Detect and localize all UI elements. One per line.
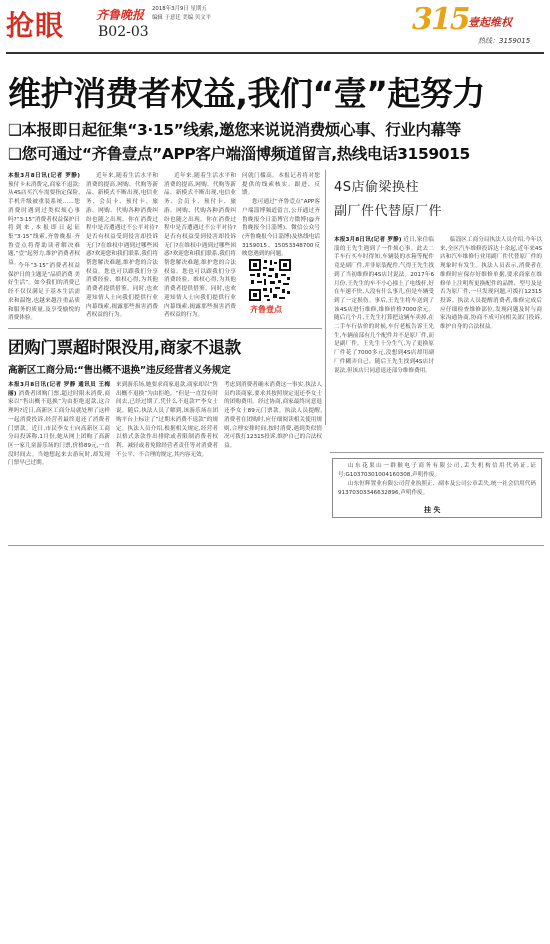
story-4s-dateline: 本报3月8日讯(记者 罗静) xyxy=(334,237,402,243)
logo-number: 315 xyxy=(412,2,469,37)
main-headline: 维护消费者权益,我们“壹”起努力 xyxy=(8,74,485,113)
notice-top-rule xyxy=(330,452,544,453)
ticket-col-2 xyxy=(116,381,218,541)
ticket-paragraph-3: 考虑到消费者确未消费这一事实,执法人员约谈商家,要求其按照规定退还李女士的团购费用。经过协商,商家最终同意退还李女士89元门票款。执法人员提醒,消费者在团购时,应仔细阅读相关使用规则,合理安排时间,按时消费,遇到类似情况可拨打12315投诉,维护自己的合法权益。 xyxy=(224,382,322,449)
intro-paragraph-4: 近年来,随着生活水平和消费的提高,网购、代购等新品、新模式不断出现,电信业务、会员卡、预付卡、旅游、网购、代购各种消费纠纷也随之出现。你在消费过程中是否遭遇过不公平对待?是否有权益受到侵害却投诉无门?在维权中遇到过哪些困惑?欢迎您和我们联系,我们将帮您解决难题,维护您的合法权益。您也可以跟我们分享消费经验、维权心得,为其他消费者提供借鉴。同时,也欢迎知情人士向我们提供行业内幕线索,揭露那些损害消费者权益的行为。 xyxy=(164,173,236,319)
ticket-paragraph-2: 来到游乐场,她要求商家退款,商家却以“售出概不退换”为由拒绝。“但是一直没有时间去,已经过期了,凭什么不退款?”李女士说。随后,执法人员了解到,该游乐场在团购平台上标注了“过期未消费不退款”的规定。执法人员介绍,根据相关规定,经营者以格式条款作出排除或者限制消费者权利、减轻或者免除经营者责任等对消费者不公平、不合理的规定,其内容无效。 xyxy=(116,382,218,458)
page-code: B02-03 xyxy=(98,24,149,40)
ticket-col-3 xyxy=(224,381,322,541)
intro-paragraph-1: 预付卡未消费完,商家不退款;从4S店买汽车需要指定保险,手机升级被重装系统……您消费时遇到过类似烦心事吗?“3·15”消费者权益保护日将到来,本报即日起征集“3·15”线索,齐鲁晚报·齐鲁壹点将帮助读者解决难题,“壹”起努力,维护消费者权益。 xyxy=(8,181,80,267)
page-bottom-rule xyxy=(8,545,544,546)
intro-paragraph-5: 问就门槛高。本报记者将对您提供的线索核实、跟进、反馈。 xyxy=(242,173,320,197)
deck-line-1: ❑本报即日起征集“3·15”线索,邀您来说说消费烦心事、行业内幕等 xyxy=(8,121,461,139)
intro-col-3 xyxy=(164,172,236,327)
intro-col-1b xyxy=(8,262,80,332)
logo-text: 壹起维权 xyxy=(468,16,512,29)
story-4s-col-1 xyxy=(334,236,434,441)
qr-code-icon xyxy=(248,258,292,302)
intro-col-4 xyxy=(242,172,320,262)
story-4s-title-1: 4S店偷梁换柱 xyxy=(334,180,420,195)
story-4s-title-2: 副厂件代替原厂件 xyxy=(334,204,443,219)
story-4s-paragraph-1: 近日,家住临淄的王先生遇到了一件烦心事。此去二手车行买车时得知,车辆装的水箱等配件竟是副厂件,并非原装配件,气得王先生找到了当初维修的4S店讨说法。2017年6月份,王先生的车不小心撞上了电线杆,好在车速不快,人没有什么事儿,但是车辆受到了一定损伤。事后,王先生将车送到了该4S店进行维修,维修价格7000余元。随后几个月,王先生打算把这辆车卖掉,在二手车行估价的时候,车行老板告诉王先生,车辆前部有几个配件并不是原厂件,而是副厂件。王先生十分生气,为了更换原厂件花了7000多元,没想到4S店却用副厂件糊弄自己。随后王先生找到4S店讨说法,但该店只同意退还部分维修费用。 xyxy=(334,237,434,374)
intro-paragraph-6: 您可通过“齐鲁壹点”APP客户端淄博频道留言,公开通过齐鲁晚报今日淄博官方微博(@齐鲁晚报今日淄博)、微信公众号(齐鲁晚报今日淄博)及热线电话3159015、15053348700反映您遇到的问题。 xyxy=(242,199,320,258)
brand-name: 齐鲁晚报 xyxy=(96,8,145,22)
header-rule xyxy=(6,52,544,54)
intro-dateline: 本报3月8日讯(记者 罗静) xyxy=(8,173,80,179)
ticket-headline: 团购门票超时限没用,商家不退款 xyxy=(8,338,241,357)
deck-line-2: ❑您可通过“齐鲁壹点”APP客户端淄博频道留言,热线电话3159015 xyxy=(8,145,470,163)
section-title: 抢眼 xyxy=(6,9,65,42)
hotline: 热线：3159015 xyxy=(478,37,531,45)
logo-315 xyxy=(412,2,546,50)
notice-2: 山东恒辉置业有限公司营业执照正、副本及公司公章丢失,统一社会信用代码91370303346632896,声明作废。 xyxy=(338,481,536,496)
notice-1: 山东花果山一群猴电子商务有限公司,丢失机构信用代码证,证号:G10370301004160308,声明作废。 xyxy=(338,463,536,478)
intro-paragraph-3: 近年来,随着生活水平和消费的提高,网购、代购等新品、新模式不断出现,电信业务、会员卡、预付卡、旅游、网购、代购各种消费纠纷也随之出现。你在消费过程中是否遭遇过不公平对待?是否有权益受到侵害却投诉无门?在维权中遇到过哪些困惑?欢迎您和我们联系,我们将帮您解决难题,维护您的合法权益。您也可以跟我们分享消费经验、维权心得,为其他消费者提供借鉴。同时,也欢迎知情人士向我们提供行业内幕线索,揭露那些损害消费者权益的行为。 xyxy=(86,173,158,319)
ticket-subheadline: 高新区工商分局:“售出概不退换”违反经营者义务规定 xyxy=(8,365,231,376)
ticket-dateline: 本报3月8日讯(记者 罗静 通讯员 王梅丽) xyxy=(8,382,110,397)
column-divider xyxy=(325,170,326,425)
date-line: 2018年3月9日 星期五 xyxy=(152,6,207,12)
intro-col-2 xyxy=(86,172,158,327)
story-4s-col-2 xyxy=(440,236,542,441)
ticket-col-1 xyxy=(8,381,110,541)
qr-label: 齐鲁壹点 xyxy=(250,305,282,314)
ticket-paragraph-1: 消费者团购门票,超过时限未消费,商家以“售出概不退换”为由拒绝退款,这合理吗?近日,高新区工商分局就处理了这样一起消费投诉,经营者最终退还了消费者门票款。近日,市民李女士向高新区工商分局投诉称,1月份,她从网上团购了高新区一家儿童游乐场的门票,价格89元,一直没时间去。当她想起来去游玩时,却发现门票早已过期。 xyxy=(8,390,110,467)
story-4s-paragraph-2: 临淄区工商分局执法人员介绍,今年以来,全区汽车维修投诉达十余起,近年来4S店和汽车维修行业用副厂件代替原厂件的现象时有发生。执法人员表示,消费者在维修时应保存好维修单据,要求商家在维修单上注明所更换配件的品牌、型号及是否为原厂件,一旦发现问题,可拨打12315投诉。执法人员提醒消费者,维修完成后应仔细检查维修部位,发现问题及时与商家沟通协商,协商不成可向相关部门投诉,维护自身的合法权益。 xyxy=(440,237,542,331)
qr-code[interactable] xyxy=(248,258,292,302)
editor-line: 编辑 于意廷 美编 贝文平 xyxy=(152,15,212,21)
intro-paragraph-2: 今年“3·15”消费者权益保护日的主题是“品质消费 美好生活”。如今我们的消费已经不仅仅满足于基本生活需求和温饱,也越来越注重品质和服务的质量,及享受愉悦的消费体验。 xyxy=(8,263,80,322)
lost-notice-title: 挂 失 xyxy=(424,506,441,514)
ticket-top-rule xyxy=(8,328,322,329)
